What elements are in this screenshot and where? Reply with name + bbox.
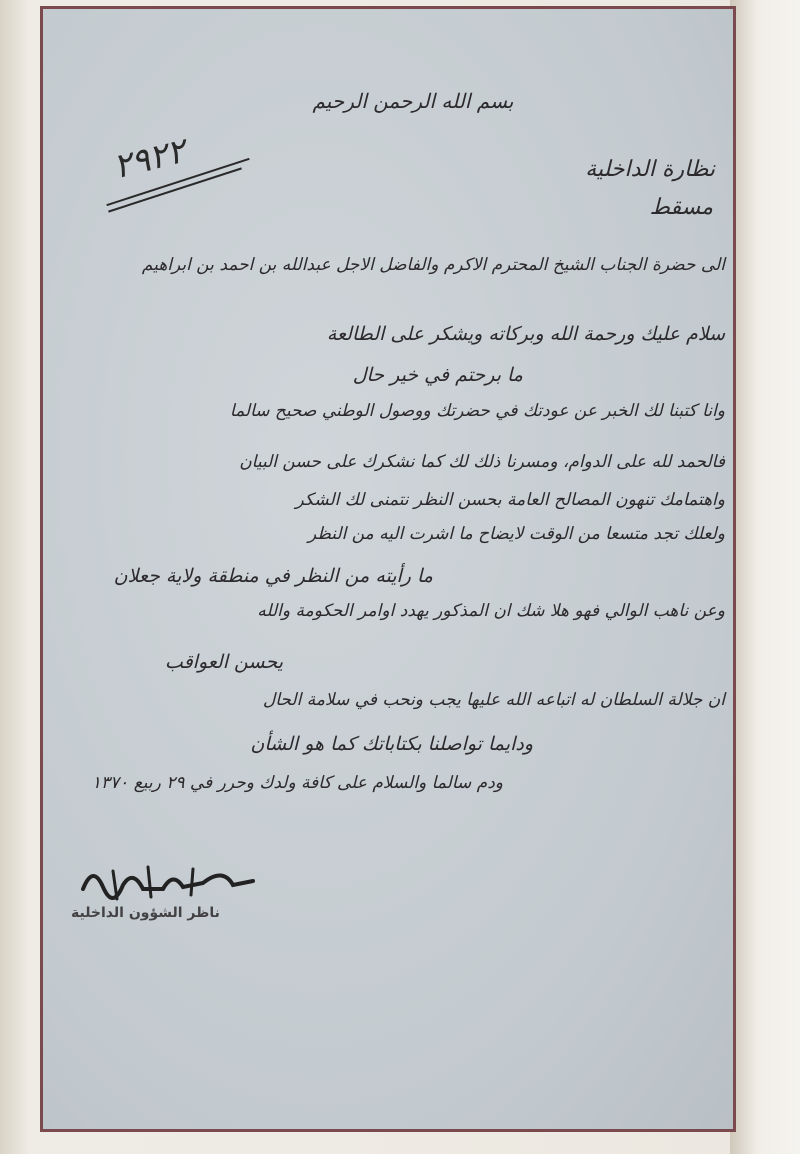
basmala: بسم الله الرحمن الرحيم <box>312 89 514 113</box>
body-line: ما برحتم في خير حال <box>352 364 523 386</box>
handwritten-signature <box>73 859 263 909</box>
sender-office: نظارة الداخلية <box>585 157 715 182</box>
body-line: ان جلالة السلطان له اتباعه الله عليها يجب ونحب في سلامة الحال <box>262 690 725 710</box>
book-page-margin <box>730 0 800 1154</box>
body-line: ودم سالما والسلام على كافة ولدك وحرر في ٢٩ ربيع ١٣٧٠ <box>91 773 503 793</box>
body-line: وانا كتبنا لك الخبر عن عودتك في حضرتك ووصول الوطني صحيح سالما <box>229 401 725 421</box>
letter-document <box>40 6 736 1132</box>
body-line: ما رأيته من النظر في منطقة ولاية جعلان <box>113 565 433 587</box>
body-line: وعن ناهب الوالي فهو هلا شك ان المذكور يهدد اوامر الحكومة والله <box>257 601 725 621</box>
body-line: فالحمد لله على الدوام، ومسرنا ذلك لك كما نشكرك على حسن البيان <box>239 452 725 472</box>
official-stamp: ناظر الشؤون الداخلية <box>71 905 220 921</box>
reference-number: ٢٩٢٢ <box>109 130 190 188</box>
body-line: واهتمامك تنهون المصالح العامة بحسن النظر نتمنى لك الشكر <box>295 490 725 510</box>
body-line: يحسن العواقب <box>164 651 283 673</box>
sender-location: مسقط <box>649 195 713 220</box>
body-line: ولعلك تجد متسعا من الوقت لايضاح ما اشرت اليه من النظر <box>307 524 725 544</box>
body-line: الى حضرة الجناب الشيخ المحترم الاكرم والفاضل الاجل عبدالله بن احمد بن ابراهيم <box>141 255 725 275</box>
body-line: ودايما تواصلنا بكتاباتك كما هو الشأن <box>250 733 533 755</box>
body-line: سلام عليك ورحمة الله وبركاته ويشكر على الطالعة <box>326 323 725 345</box>
